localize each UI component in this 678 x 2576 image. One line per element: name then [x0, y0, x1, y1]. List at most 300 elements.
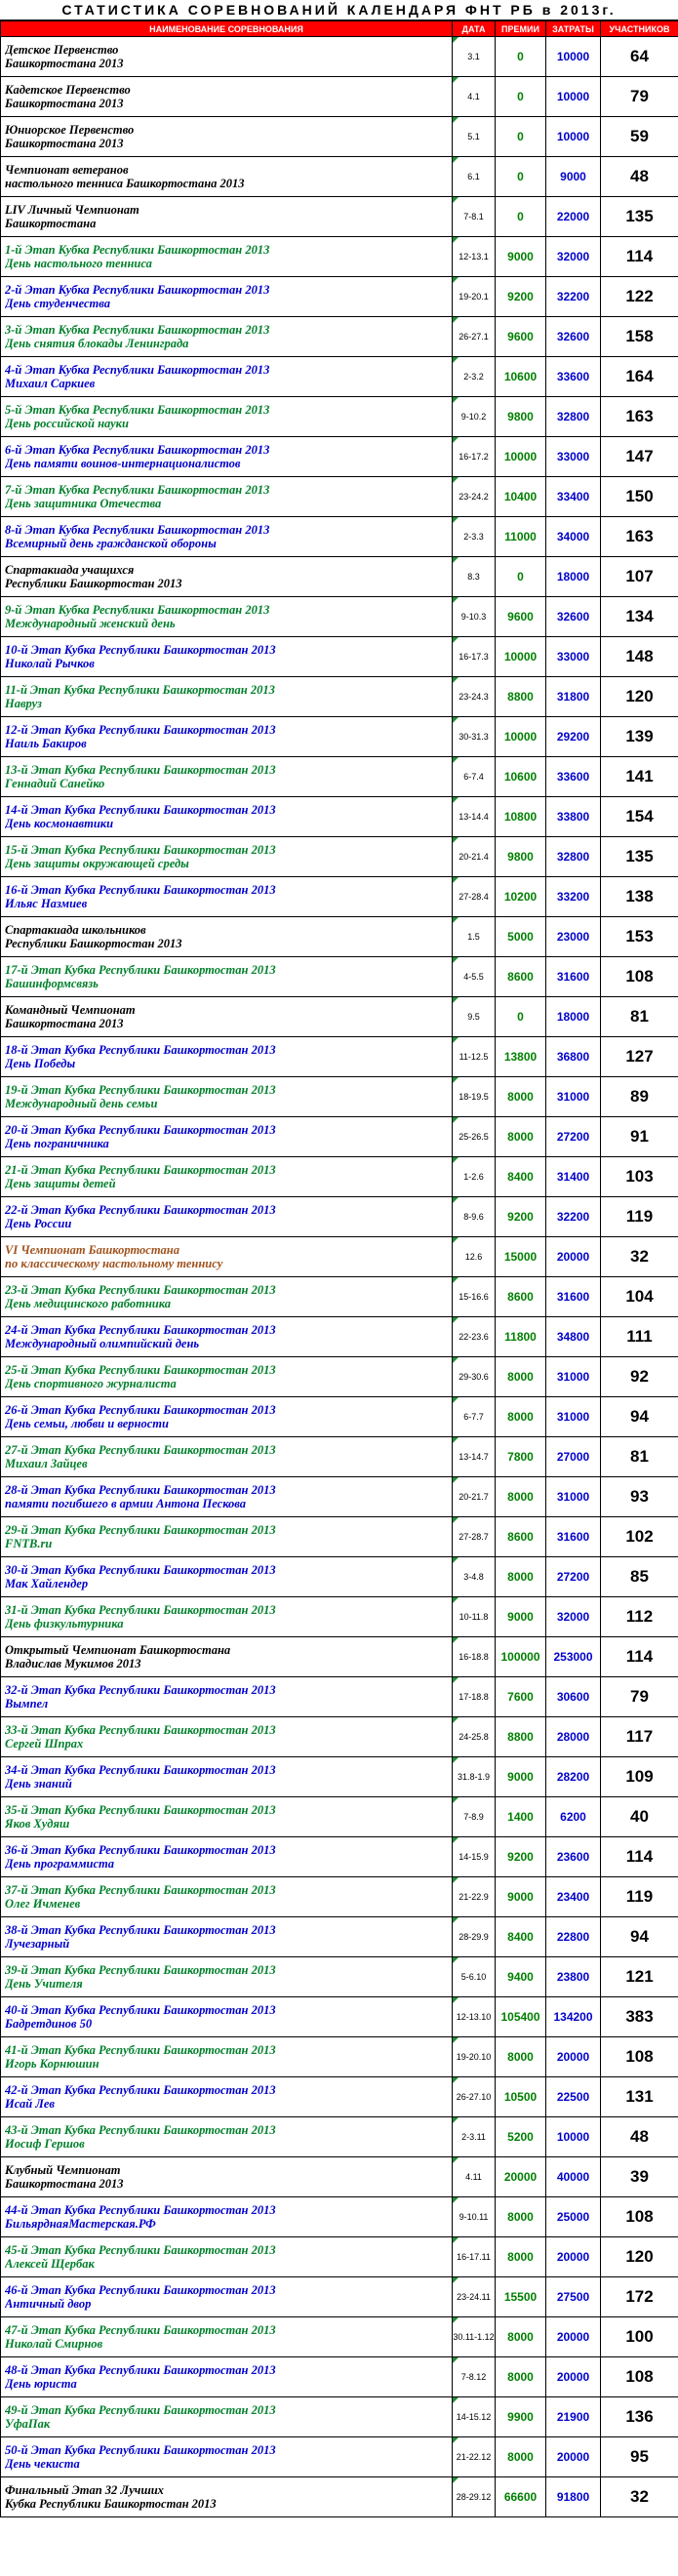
competition-name-line2: Лучезарный: [5, 1937, 70, 1951]
competition-name-cell: [1, 1877, 453, 1917]
table-row: [1, 397, 678, 437]
competition-name-line2: Олег Ичменев: [5, 1897, 81, 1911]
expenses-cell: 31800: [546, 677, 601, 717]
competition-name-line1: 9-й Этап Кубка Республики Башкортостан 2013: [5, 603, 270, 617]
competition-name-line1: 26-й Этап Кубка Республики Башкортостан 2013: [5, 1403, 276, 1417]
prize-cell: 9000: [496, 1877, 546, 1917]
prize-cell: 8000: [496, 1077, 546, 1117]
date-cell: 22-23.6: [453, 1317, 496, 1357]
expenses-cell: 22800: [546, 1917, 601, 1957]
expenses-cell: 31000: [546, 1357, 601, 1397]
expenses-cell: 10000: [546, 77, 601, 117]
competition-name-line1: 49-й Этап Кубка Республики Башкортостан 2013: [5, 2403, 276, 2417]
table-row: [1, 1517, 678, 1557]
table-row: [1, 1917, 678, 1957]
date-cell: 8-9.6: [453, 1197, 496, 1237]
date-cell: 1.5: [453, 917, 496, 957]
expenses-cell: 32200: [546, 1197, 601, 1237]
prize-cell: 0: [496, 557, 546, 597]
date-cell: 23-24.2: [453, 477, 496, 517]
competition-name-line1: 13-й Этап Кубка Республики Башкортостан 2013: [5, 763, 276, 777]
competition-name-cell: [1, 357, 453, 397]
expenses-cell: 27200: [546, 1557, 601, 1597]
prize-cell: 8000: [496, 1357, 546, 1397]
competition-name-line1: Командный Чемпионат: [5, 1003, 136, 1017]
expenses-cell: 36800: [546, 1037, 601, 1077]
competition-name-line2: Международный женский день: [5, 617, 176, 630]
table-row: [1, 917, 678, 957]
participants-cell: 81: [601, 1437, 678, 1477]
competition-name-line1: 2-й Этап Кубка Республики Башкортостан 2013: [5, 283, 270, 297]
competition-table: [0, 20, 678, 2517]
competition-name-line2: Сергей Шпрах: [5, 1737, 84, 1751]
participants-cell: 148: [601, 637, 678, 677]
expenses-cell: 33400: [546, 477, 601, 517]
expenses-cell: 27200: [546, 1117, 601, 1157]
table-row: [1, 2037, 678, 2077]
competition-name-line2: по классическому настольному теннису: [5, 1257, 223, 1270]
competition-name-cell: [1, 997, 453, 1037]
table-row: [1, 1717, 678, 1757]
competition-name-cell: [1, 1957, 453, 1997]
expenses-cell: 23400: [546, 1877, 601, 1917]
table-row: [1, 1797, 678, 1837]
competition-name-cell: [1, 1997, 453, 2037]
prize-cell: 10600: [496, 357, 546, 397]
date-cell: 26-27.10: [453, 2077, 496, 2117]
competition-name-line1: 44-й Этап Кубка Республики Башкортостан 2013: [5, 2203, 276, 2217]
competition-name-line2: Игорь Корнюшин: [5, 2057, 100, 2071]
competition-name-cell: [1, 157, 453, 197]
table-row: [1, 197, 678, 237]
expenses-cell: 33800: [546, 797, 601, 837]
competition-name-line1: 16-й Этап Кубка Республики Башкортостан 2013: [5, 883, 276, 897]
participants-cell: 131: [601, 2077, 678, 2117]
competition-name-line2: FNTB.ru: [5, 1537, 53, 1550]
competition-name-line2: Ильяс Назмиев: [5, 897, 88, 910]
competition-name-line1: 35-й Этап Кубка Республики Башкортостан 2013: [5, 1803, 276, 1817]
date-cell: 4.11: [453, 2157, 496, 2197]
expenses-cell: 29200: [546, 717, 601, 757]
expenses-cell: 10000: [546, 2117, 601, 2157]
date-cell: 17-18.8: [453, 1677, 496, 1717]
competition-name-line2: День программиста: [5, 1857, 115, 1871]
competition-name-line1: 15-й Этап Кубка Республики Башкортостан 2013: [5, 843, 276, 857]
competition-name-line2: Башинформсвязь: [5, 977, 99, 990]
prize-cell: 11000: [496, 517, 546, 557]
competition-name-line2: День России: [5, 1217, 72, 1230]
competition-name-line2: Николай Рычков: [5, 657, 95, 670]
competition-name-line2: День студенчества: [5, 297, 110, 310]
prize-cell: 8000: [496, 2037, 546, 2077]
competition-name-line2: День космонавтики: [5, 817, 114, 830]
table-row: [1, 677, 678, 717]
table-row: [1, 637, 678, 677]
competition-name-line2: Международный олимпийский день: [5, 1337, 200, 1350]
competition-name-line2: БильярднаяМастерская.РФ: [5, 2217, 156, 2231]
competition-name-cell: [1, 1797, 453, 1837]
header-participants: УЧАСТНИКОВ: [601, 21, 678, 37]
competition-name-line1: 30-й Этап Кубка Республики Башкортостан 2013: [5, 1563, 276, 1577]
competition-name-line1: 20-й Этап Кубка Республики Башкортостан 2013: [5, 1123, 276, 1137]
table-row: [1, 2437, 678, 2477]
competition-name-line2: Навруз: [5, 697, 42, 710]
competition-name-line1: 31-й Этап Кубка Республики Башкортостан 2013: [5, 1603, 276, 1617]
table-row: [1, 1077, 678, 1117]
participants-cell: 135: [601, 837, 678, 877]
competition-name-cell: [1, 1557, 453, 1597]
table-row: [1, 1277, 678, 1317]
expenses-cell: 134200: [546, 1997, 601, 2037]
prize-cell: 8600: [496, 957, 546, 997]
participants-cell: 383: [601, 1997, 678, 2037]
prize-cell: 8000: [496, 2357, 546, 2397]
participants-cell: 48: [601, 157, 678, 197]
participants-cell: 117: [601, 1717, 678, 1757]
prize-cell: 9000: [496, 1757, 546, 1797]
expenses-cell: 31000: [546, 1077, 601, 1117]
competition-name-cell: [1, 2317, 453, 2357]
competition-name-line2: Наиль Бакиров: [5, 737, 87, 750]
competition-name-cell: [1, 1477, 453, 1517]
competition-name-cell: [1, 2357, 453, 2397]
competition-name-cell: [1, 917, 453, 957]
competition-name-cell: [1, 1077, 453, 1117]
competition-name-line1: 21-й Этап Кубка Республики Башкортостан 2013: [5, 1163, 276, 1177]
expenses-cell: 32800: [546, 397, 601, 437]
prize-cell: 10000: [496, 717, 546, 757]
competition-name-line1: 1-й Этап Кубка Республики Башкортостан 2013: [5, 243, 270, 257]
date-cell: 25-26.5: [453, 1117, 496, 1157]
competition-name-cell: [1, 677, 453, 717]
participants-cell: 114: [601, 1637, 678, 1677]
table-row: [1, 2317, 678, 2357]
date-cell: 13-14.7: [453, 1437, 496, 1477]
expenses-cell: 32200: [546, 277, 601, 317]
competition-name-cell: [1, 1597, 453, 1637]
competition-name-cell: [1, 2037, 453, 2077]
competition-name-cell: [1, 37, 453, 77]
expenses-cell: 20000: [546, 2437, 601, 2477]
competition-name-line1: LIV Личный Чемпионат: [5, 203, 140, 217]
expenses-cell: 23000: [546, 917, 601, 957]
date-cell: 18-19.5: [453, 1077, 496, 1117]
table-row: [1, 2237, 678, 2277]
participants-cell: 94: [601, 1397, 678, 1437]
prize-cell: 9800: [496, 397, 546, 437]
competition-name-cell: [1, 717, 453, 757]
competition-name-cell: [1, 2477, 453, 2517]
competition-name-line2: День знаний: [5, 1777, 72, 1791]
expenses-cell: 20000: [546, 2037, 601, 2077]
participants-cell: 32: [601, 2477, 678, 2517]
date-cell: 16-17.3: [453, 637, 496, 677]
competition-name-line1: Юниорское Первенство: [5, 123, 135, 137]
competition-name-line1: 39-й Этап Кубка Республики Башкортостан 2013: [5, 1963, 276, 1977]
prize-cell: 5000: [496, 917, 546, 957]
table-row: [1, 957, 678, 997]
competition-name-cell: [1, 1637, 453, 1677]
competition-name-line1: Чемпионат ветеранов: [5, 163, 129, 177]
competition-name-cell: [1, 1237, 453, 1277]
competition-name-line2: Николай Смирнов: [5, 2337, 103, 2351]
expenses-cell: 31600: [546, 957, 601, 997]
competition-name-cell: [1, 437, 453, 477]
table-row: [1, 1037, 678, 1077]
prize-cell: 100000: [496, 1637, 546, 1677]
competition-name-line1: 25-й Этап Кубка Республики Башкортостан 2013: [5, 1363, 276, 1377]
date-cell: 5-6.10: [453, 1957, 496, 1997]
table-row: [1, 1877, 678, 1917]
table-row: [1, 2117, 678, 2157]
competition-name-line2: Мак Хайлендер: [5, 1577, 89, 1590]
table-row: [1, 1317, 678, 1357]
date-cell: 11-12.5: [453, 1037, 496, 1077]
competition-name-line1: 32-й Этап Кубка Республики Башкортостан 2013: [5, 1683, 276, 1697]
participants-cell: 120: [601, 677, 678, 717]
date-cell: 23-24.11: [453, 2277, 496, 2317]
page-title: СТАТИСТИКА СОРЕВНОВАНИЙ КАЛЕНДАРЯ ФНТ РБ в 2013г.: [0, 0, 678, 20]
competition-name-line2: День настольного тенниса: [5, 257, 152, 270]
competition-name-cell: [1, 1437, 453, 1477]
date-cell: 2-3.11: [453, 2117, 496, 2157]
participants-cell: 108: [601, 2197, 678, 2237]
competition-name-line2: Михаил Зайцев: [5, 1457, 88, 1470]
competition-name-line1: 42-й Этап Кубка Республики Башкортостан 2013: [5, 2083, 276, 2097]
expenses-cell: 10000: [546, 117, 601, 157]
table-row: [1, 157, 678, 197]
participants-cell: 107: [601, 557, 678, 597]
competition-name-line1: 19-й Этап Кубка Республики Башкортостан 2013: [5, 1083, 276, 1097]
expenses-cell: 23600: [546, 1837, 601, 1877]
prize-cell: 5200: [496, 2117, 546, 2157]
date-cell: 21-22.12: [453, 2437, 496, 2477]
prize-cell: 0: [496, 197, 546, 237]
prize-cell: 0: [496, 997, 546, 1037]
table-row: [1, 557, 678, 597]
competition-name-line2: Владислав Мукимов 2013: [5, 1657, 141, 1670]
competition-name-cell: [1, 2117, 453, 2157]
participants-cell: 93: [601, 1477, 678, 1517]
prize-cell: 9000: [496, 237, 546, 277]
expenses-cell: 18000: [546, 997, 601, 1037]
participants-cell: 103: [601, 1157, 678, 1197]
table-row: [1, 1957, 678, 1997]
participants-cell: 153: [601, 917, 678, 957]
competition-name-cell: [1, 1917, 453, 1957]
table-row: [1, 1477, 678, 1517]
competition-name-cell: [1, 2197, 453, 2237]
prize-cell: 9900: [496, 2397, 546, 2437]
table-row: [1, 1597, 678, 1637]
table-row: [1, 477, 678, 517]
competition-name-cell: [1, 2277, 453, 2317]
expenses-cell: 40000: [546, 2157, 601, 2197]
table-row: [1, 1237, 678, 1277]
date-cell: 14-15.9: [453, 1837, 496, 1877]
date-cell: 14-15.12: [453, 2397, 496, 2437]
competition-name-cell: [1, 837, 453, 877]
competition-name-line2: Башкортостана 2013: [5, 137, 124, 150]
prize-cell: 9600: [496, 317, 546, 357]
participants-cell: 121: [601, 1957, 678, 1997]
date-cell: 6.1: [453, 157, 496, 197]
participants-cell: 102: [601, 1517, 678, 1557]
prize-cell: 105400: [496, 1997, 546, 2037]
date-cell: 6-7.4: [453, 757, 496, 797]
expenses-cell: 22500: [546, 2077, 601, 2117]
table-row: [1, 1557, 678, 1597]
competition-name-line2: День физкультурника: [5, 1617, 124, 1630]
competition-name-line2: Международный день семьи: [5, 1097, 158, 1110]
participants-cell: 94: [601, 1917, 678, 1957]
prize-cell: 9600: [496, 597, 546, 637]
prize-cell: 8800: [496, 1717, 546, 1757]
table-row: [1, 437, 678, 477]
competition-name-cell: [1, 557, 453, 597]
competition-name-cell: [1, 197, 453, 237]
competition-name-line2: Античный двор: [5, 2297, 92, 2311]
competition-name-line1: 37-й Этап Кубка Республики Башкортостан 2013: [5, 1883, 276, 1897]
expenses-cell: 32800: [546, 837, 601, 877]
participants-cell: 163: [601, 397, 678, 437]
table-row: [1, 1837, 678, 1877]
competition-name-line2: День защитника Отечества: [5, 497, 162, 510]
prize-cell: 8000: [496, 1117, 546, 1157]
participants-cell: 120: [601, 2237, 678, 2277]
competition-name-line2: Всемирный день гражданской обороны: [5, 537, 217, 550]
prize-cell: 0: [496, 37, 546, 77]
participants-cell: 81: [601, 997, 678, 1037]
prize-cell: 20000: [496, 2157, 546, 2197]
competition-name-line2: Вымпел: [5, 1697, 49, 1711]
table-row: [1, 1117, 678, 1157]
date-cell: 12-13.10: [453, 1997, 496, 2037]
competition-name-cell: [1, 957, 453, 997]
date-cell: 8.3: [453, 557, 496, 597]
competition-name-line1: Клубный Чемпионат: [5, 2163, 121, 2177]
participants-cell: 111: [601, 1317, 678, 1357]
participants-cell: 135: [601, 197, 678, 237]
competition-name-cell: [1, 117, 453, 157]
competition-name-cell: [1, 477, 453, 517]
competition-name-line2: Кубка Республики Башкортостан 2013: [5, 2497, 217, 2511]
table-row: [1, 1357, 678, 1397]
competition-name-line2: День спортивного журналиста: [5, 1377, 177, 1390]
participants-cell: 112: [601, 1597, 678, 1637]
table-row: [1, 1997, 678, 2037]
competition-name-cell: [1, 277, 453, 317]
table-row: [1, 37, 678, 77]
competition-name-cell: [1, 237, 453, 277]
expenses-cell: 33600: [546, 357, 601, 397]
participants-cell: 92: [601, 1357, 678, 1397]
competition-name-line2: День памяти воинов-интернационалистов: [5, 457, 241, 470]
prize-cell: 10800: [496, 797, 546, 837]
date-cell: 26-27.1: [453, 317, 496, 357]
date-cell: 28-29.9: [453, 1917, 496, 1957]
competition-name-line2: Михаил Саркиев: [5, 377, 96, 390]
participants-cell: 139: [601, 717, 678, 757]
competition-name-line2: Иосиф Гершов: [5, 2137, 85, 2151]
competition-name-line1: 5-й Этап Кубка Республики Башкортостан 2013: [5, 403, 270, 417]
participants-cell: 85: [601, 1557, 678, 1597]
expenses-cell: 22000: [546, 197, 601, 237]
participants-cell: 104: [601, 1277, 678, 1317]
date-cell: 30-31.3: [453, 717, 496, 757]
expenses-cell: 31000: [546, 1477, 601, 1517]
prize-cell: 9200: [496, 1837, 546, 1877]
participants-cell: 164: [601, 357, 678, 397]
competition-name-line1: 4-й Этап Кубка Республики Башкортостан 2013: [5, 363, 270, 377]
competition-name-line1: VI Чемпионат Башкортостана: [5, 1243, 179, 1257]
date-cell: 16-18.8: [453, 1637, 496, 1677]
competition-name-line1: 17-й Этап Кубка Республики Башкортостан 2013: [5, 963, 276, 977]
competition-name-line1: 8-й Этап Кубка Республики Башкортостан 2013: [5, 523, 270, 537]
competition-name-line2: День российской науки: [5, 417, 129, 430]
participants-cell: 141: [601, 757, 678, 797]
competition-name-line1: 11-й Этап Кубка Республики Башкортостан 2013: [5, 683, 275, 697]
date-cell: 28-29.12: [453, 2477, 496, 2517]
date-cell: 16-17.2: [453, 437, 496, 477]
competition-name-line2: Башкортостана 2013: [5, 57, 124, 70]
expenses-cell: 20000: [546, 2317, 601, 2357]
table-row: [1, 1437, 678, 1477]
date-cell: 7-8.12: [453, 2357, 496, 2397]
competition-name-line1: 43-й Этап Кубка Республики Башкортостан 2013: [5, 2123, 276, 2137]
prize-cell: 8600: [496, 1277, 546, 1317]
expenses-cell: 23800: [546, 1957, 601, 1997]
competition-name-line1: 36-й Этап Кубка Республики Башкортостан 2013: [5, 1843, 276, 1857]
prize-cell: 8000: [496, 1477, 546, 1517]
competition-name-line2: Башкортостана: [5, 217, 97, 230]
prize-cell: 0: [496, 157, 546, 197]
date-cell: 6-7.7: [453, 1397, 496, 1437]
competition-name-cell: [1, 1517, 453, 1557]
expenses-cell: 32600: [546, 597, 601, 637]
competition-name-line1: 6-й Этап Кубка Республики Башкортостан 2013: [5, 443, 270, 457]
date-cell: 30.11-1.12: [453, 2317, 496, 2357]
prize-cell: 10200: [496, 877, 546, 917]
competition-name-line2: День юриста: [5, 2377, 77, 2391]
participants-cell: 127: [601, 1037, 678, 1077]
competition-name-cell: [1, 1837, 453, 1877]
prize-cell: 9000: [496, 1597, 546, 1637]
prize-cell: 8400: [496, 1157, 546, 1197]
competition-name-cell: [1, 1117, 453, 1157]
table-row: [1, 1637, 678, 1677]
competition-name-line2: День Учителя: [5, 1977, 83, 1991]
table-row: [1, 1757, 678, 1797]
table-row: [1, 717, 678, 757]
date-cell: 12-13.1: [453, 237, 496, 277]
date-cell: 16-17.11: [453, 2237, 496, 2277]
competition-name-line1: Финальный Этап 32 Лучших: [5, 2483, 164, 2497]
table-row: [1, 517, 678, 557]
competition-name-cell: [1, 2237, 453, 2277]
competition-name-cell: [1, 1317, 453, 1357]
competition-name-line1: 45-й Этап Кубка Республики Башкортостан 2013: [5, 2243, 276, 2257]
competition-name-line1: 33-й Этап Кубка Республики Башкортостан 2013: [5, 1723, 276, 1737]
prize-cell: 9200: [496, 1197, 546, 1237]
table-row: [1, 2197, 678, 2237]
competition-name-line1: 3-й Этап Кубка Республики Башкортостан 2013: [5, 323, 270, 337]
prize-cell: 13800: [496, 1037, 546, 1077]
competition-name-line1: 22-й Этап Кубка Республики Башкортостан 2013: [5, 1203, 276, 1217]
participants-cell: 108: [601, 2037, 678, 2077]
expenses-cell: 6200: [546, 1797, 601, 1837]
expenses-cell: 34000: [546, 517, 601, 557]
